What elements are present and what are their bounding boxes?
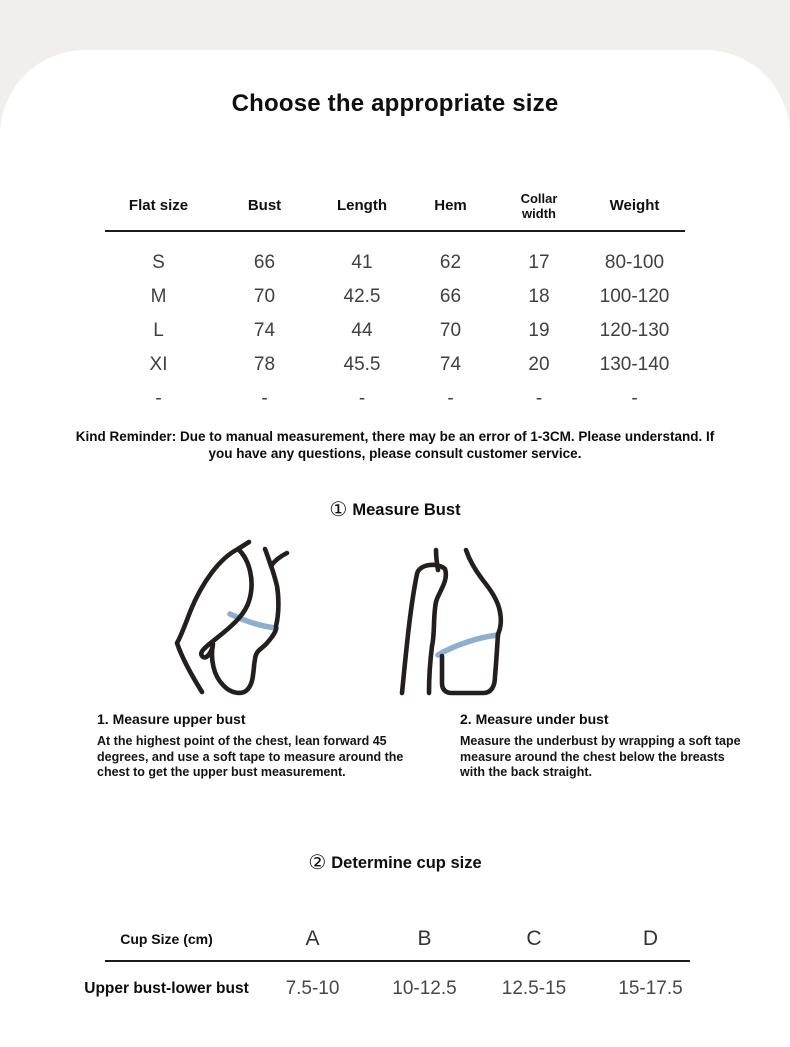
size-table (105, 186, 685, 416)
cup-letter: B (417, 927, 432, 950)
range-value: 15-17.5 (618, 978, 683, 999)
column-header: Flat size (128, 197, 189, 215)
column-header: Weight (609, 197, 660, 215)
body-outline (402, 565, 446, 693)
row-label: Upper bust-lower bust (84, 980, 249, 997)
circled-one-icon: ① (329, 499, 348, 521)
table-cell: - (358, 388, 366, 409)
section-title-text: Determine cup size (331, 854, 482, 872)
upper-bust-instructions (97, 711, 431, 781)
table-cell: 66 (253, 252, 276, 273)
table-cell: 41 (351, 252, 373, 273)
measuring-tape (438, 635, 498, 655)
column-header: Hem (434, 197, 467, 215)
size-label: XI (149, 354, 168, 375)
size-label: S (152, 252, 165, 273)
table-row (105, 280, 685, 314)
table-cell: 62 (439, 252, 462, 273)
cup-table-value-row (78, 972, 712, 1006)
table-cell: 17 (528, 252, 550, 273)
body-outline (442, 550, 501, 693)
table-row (105, 348, 685, 382)
table-cell: 130-140 (599, 354, 670, 375)
table-row (105, 314, 685, 348)
column-header: Length (337, 197, 387, 215)
cup-letter: C (526, 927, 542, 950)
column-header: Collar width (520, 190, 558, 221)
body-outline (436, 550, 438, 570)
cup-letter: A (305, 927, 320, 950)
cup-table-header-row (78, 918, 712, 960)
kind-reminder-note: Kind Reminder: Due to manual measurement, there may be an error of 1-3CM. Please understand. If you have any questions, please consult customer service. (75, 429, 715, 461)
table-cell: - (535, 388, 543, 409)
table-cell: 20 (528, 354, 550, 375)
table-cell: 80-100 (604, 252, 665, 273)
range-value: 7.5-10 (285, 978, 340, 999)
body-outline (265, 549, 287, 566)
circled-two-icon: ② (308, 852, 327, 874)
size-label: - (155, 388, 162, 409)
body-outline (177, 549, 238, 692)
table-row (105, 382, 685, 416)
under-bust-instructions (460, 711, 750, 781)
table-cell: 74 (253, 320, 276, 341)
table-cell: 78 (253, 354, 276, 375)
table-cell: - (631, 388, 638, 409)
section-title-text: Measure Bust (352, 501, 461, 519)
measure-bust-section-title (0, 497, 790, 522)
table-cell: 18 (528, 286, 550, 307)
table-cell: 70 (439, 320, 462, 341)
range-value: 10-12.5 (392, 978, 457, 999)
step-heading: 1. Measure upper bust (97, 711, 246, 727)
cup-letter: D (642, 927, 659, 950)
table-cell: 100-120 (599, 286, 670, 307)
table-cell: 74 (439, 354, 462, 375)
cup-size-corner-label: Cup Size (cm) (120, 931, 213, 947)
table-cell: 44 (351, 320, 373, 341)
table-cell: 70 (253, 286, 276, 307)
size-table-header-row (105, 186, 685, 232)
table-cell: 120-130 (599, 320, 670, 341)
column-header: Bust (247, 197, 282, 215)
size-label: M (150, 286, 167, 307)
table-cell: 45.5 (343, 354, 381, 375)
step-body: At the highest point of the chest, lean forward 45 degrees, and use a soft tape to measure around the chest to get the upper bust measurement. (97, 734, 404, 780)
page-title: Choose the appropriate size (231, 90, 559, 117)
cup-size-section-title (0, 850, 790, 875)
table-divider (105, 960, 690, 962)
range-value: 12.5-15 (501, 978, 567, 999)
under-bust-figure (392, 538, 512, 698)
step-body: Measure the underbust by wrapping a soft tape measure around the chest below the breasts with the back straight. (460, 734, 741, 780)
upper-bust-figure (168, 538, 298, 698)
cup-size-table (78, 918, 712, 1006)
size-label: L (153, 320, 164, 341)
table-cell: 19 (528, 320, 550, 341)
table-cell: 66 (439, 286, 462, 307)
table-cell: - (447, 388, 454, 409)
table-cell: 42.5 (343, 286, 381, 307)
table-cell: - (261, 388, 268, 409)
size-table-body (105, 246, 685, 416)
step-heading: 2. Measure under bust (460, 711, 609, 727)
table-row (105, 246, 685, 280)
